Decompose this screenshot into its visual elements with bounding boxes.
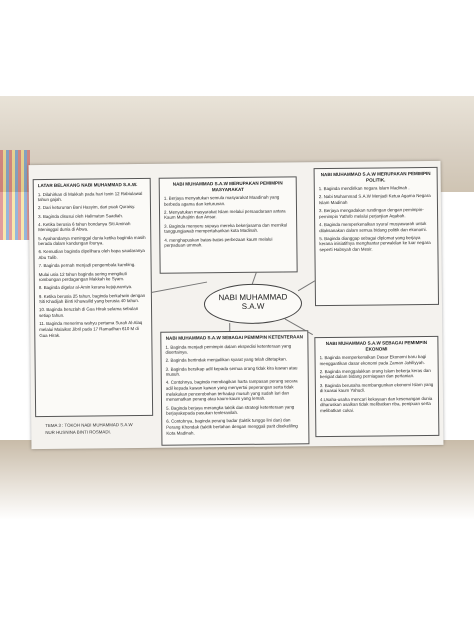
connector-line xyxy=(229,323,230,331)
list-item: 5. Baginda berjaya merangka taktik dan strategi ketenteraan yang berjayakepada pasukan tenteranilah. xyxy=(166,403,295,416)
list-item: 2. Baginda menggalakkan orang Islam bekerja keras dan berigiat dalam bidang perniagaan dan pertanian. xyxy=(319,367,431,380)
list-item: 9. Ketika berusia 25 tahun, baginda berkahwin dengan Siti Khadijah Binti Khuwailid yang berusia 40 tahun. xyxy=(38,292,146,305)
list-item: 1. Dilahirkan di Makkah pada hari Isnin 12 Rabiulawal tahun gajah. xyxy=(37,190,143,203)
box-title: NABI MUHAMMAD S.A.W SEBAGAI PEMIMPIN KETENTERAAN xyxy=(165,334,304,341)
list-item: 1. Berjaya menyatukan semula masyarakat Maadinah yang berbeda agama dan keturunan. xyxy=(163,194,280,207)
list-item: 2. Baginda bertindak menjadikan syarat yang telah ditetapkan. xyxy=(165,356,287,364)
list-item: 2. Nabi Muhammad S.A.W Menjadi Ketua Agama Negara Islam Madinah xyxy=(318,193,431,205)
list-item: 4. Baginda memperkenalkan syura/ musyawarah untuk dilaksanakan dalam semua bidang politik dan ekonomi. xyxy=(319,220,427,233)
list-item: 3. Baginda menyeru supaya mereka bekerjasama dan memikul tanggungjawab mempertahankan kota Madinah. xyxy=(164,222,288,235)
box-pemimpin-politik xyxy=(314,167,439,306)
list-item: 1. Baginda mendirikan negara Islam Madinah . xyxy=(318,185,410,192)
list-item: 4. Ketika berusia 6 tahun bondanya Siti Aminah Meninggal dunia di Abwa. xyxy=(38,220,131,233)
list-item: 10. Baginda beruzlah di Gua Hirak selama sebulan setiap tahun. xyxy=(39,306,139,319)
list-item: 8. Baginda digelar al-Amin kerana kejujurannya. xyxy=(38,284,133,291)
list-item: 3. Baginda disusui oleh Halimatun Saadiah. xyxy=(38,212,124,219)
list-item: Mulai usia 12 tahun baginda sering mengikuti rombongan perdagangan Makkah ke Syam. xyxy=(38,270,127,283)
list-item: 4. Contohnya, baginda membagikan harta rampasan perang secara adil kepada kawan kawan yang menyertai peperangan serta tidak melakukan pencerobohan terhadap musuh yang sudah lari dan menamatkan perang atau kaum-kaum yang lemah. xyxy=(165,378,298,403)
patterned-cloth xyxy=(0,150,30,240)
list-item: 1. Baginda menjadi pemimpin dalam ekspedisi ketenteraan yang disertainya. xyxy=(165,342,292,355)
central-topic-line2: S.A.W xyxy=(241,301,265,312)
list-item: 3. Baginda bersikap adil kepada semua orang tidak kira kawan atau musuh. xyxy=(165,364,298,377)
list-item: 7. Baginda pernah menjadi pengembala kambing. xyxy=(38,262,136,269)
list-item: 3. Baginda berusaha membangunkan ekonomi Islam yang di kuasai kaum Yahudi. xyxy=(319,381,434,394)
list-item: 4.Usaha-usaha mencari kekayaan dan kesenangan dunia diharuskan asalkan tidak melibatkan riba, penipuan serta melibatkan cukai. xyxy=(319,395,433,413)
box-pemimpin-masyarakat xyxy=(159,176,298,273)
photo-background-bottom xyxy=(0,440,474,520)
mind-map-sheet xyxy=(29,161,444,449)
central-topic-line1: NABI MUHAMMAD xyxy=(218,292,288,303)
connector-line xyxy=(298,280,316,291)
box-pemimpin-ketenteraan xyxy=(160,330,309,446)
footer-note xyxy=(45,422,133,436)
author-name: NUR HUSNINA BINTI ROSMADI. xyxy=(45,428,111,435)
list-item: 2. Dari keturunan Bani Hasyim, dari puak Quraisy. xyxy=(37,204,136,211)
central-topic-oval xyxy=(204,283,302,324)
box-latar-belakang xyxy=(33,178,153,417)
connector-line xyxy=(152,282,207,293)
list-item: 6. Contohnya, baginda perang badar (taktik tunggo lini dan) dan Perang Khondak (taktik bertahan dengan menggali parit disekeliling Kota Madinah. xyxy=(166,417,298,436)
box-title: NABI MUHAMMAD S.A.W MERUPAKAN PEMIMPIN MASYARAKAT xyxy=(172,180,283,192)
list-item: 4. menghapuskan batas-batas perbezaan kaum melalui perpaduan ummah. xyxy=(164,236,273,248)
list-item: 11. Baginda menerima wahyu pertama Surah Al-Alaq melalui Malaikat Jibril pada 17 Ramadhan 610 M di Gua Hirak. xyxy=(39,320,143,338)
list-item: 1. Baginda memperkenalkan Dasar Ekonomi baru bagi menggantikan dasar ekonomi pada Zaman Jahiliyyah. xyxy=(319,354,427,366)
list-item: 6. Kemudian baginda dipelihara oleh bapa saudaranya Abu Talib. xyxy=(38,248,145,261)
list-item: 5. Ayahandanya meninggal dunia ketika baginda masih berada dalam kandungan ibunya. xyxy=(38,234,146,247)
box-title: NABI MUHAMMAD S.A.W MERUPAKAN PEMIMPIN POLITIK. xyxy=(320,170,431,183)
list-item: 5. Baginda dianggap sebagai diplomat yang berjaya kerana inisiatifnya menghantar perwakilan ke luar negara seperti Habsyah dan Mesir. xyxy=(319,234,431,253)
theme-label: TEMA 3 : TOKOH NABI MUHAMMAD S.A.W xyxy=(45,422,133,429)
box-title: NABI MUHAMMAD S.A.W SEBAGAI PEMIMPIN EKONOMI xyxy=(325,340,428,352)
box-pemimpin-ekonomi xyxy=(314,336,439,437)
list-item: 2. Menyatukan masyarakat Islam melalui persaudaraan antara Kaum Muhajirin dan Ansar. xyxy=(163,208,286,221)
list-item: 3. Berjaya mengadakan rundingan dengan pemimpin-pemimpin Yathrib melalui perjanjian Aqabah. xyxy=(318,207,424,219)
box-title: LATAR BELAKANG NABI MUHAMMAD S.A.W. xyxy=(37,182,138,189)
